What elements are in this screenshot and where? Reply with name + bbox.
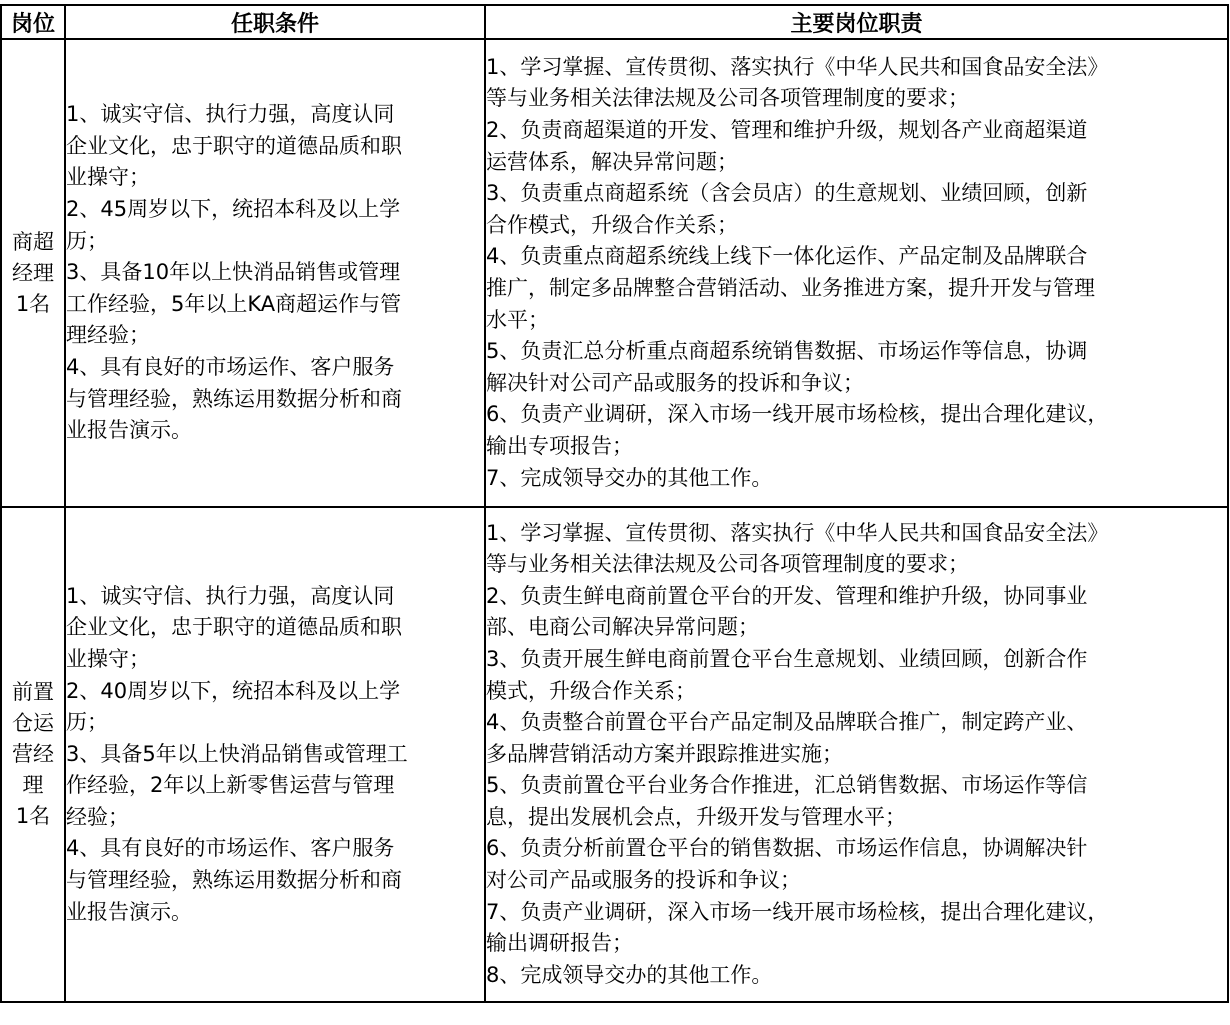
position-name-line: 经理 (12, 260, 54, 285)
requirement-line: 与管理经验，熟练运用数据分析和商 (66, 386, 402, 411)
duty-line: 7、完成领导交办的其他工作。 (486, 465, 773, 490)
duties-cell (485, 39, 1228, 507)
requirements-cell (65, 507, 485, 1002)
requirement-line: 业报告演示。 (66, 418, 192, 443)
position-name-line: 仓运 (12, 711, 54, 735)
requirement-line: 业操守； (66, 646, 150, 671)
requirement-line: 历； (66, 228, 108, 253)
requirement-line: 业操守； (66, 165, 150, 190)
duty-line: 部、电商公司解决异常问题； (486, 615, 759, 640)
position-name-line: 1名 (15, 804, 51, 828)
requirement-line: 1、诚实守信、执行力强，高度认同 (66, 102, 395, 127)
requirement-line: 与管理经验，熟练运用数据分析和商 (66, 868, 402, 893)
duty-line: 5、负责前置仓平台业务合作推进，汇总销售数据、市场运作等信 (486, 773, 1088, 798)
table-header (1, 5, 1228, 39)
duty-line: 推广，制定多品牌整合营销活动、业务推进方案，提升开发与管理 (486, 276, 1095, 300)
requirement-line: 2、45周岁以下，统招本科及以上学 (66, 197, 401, 222)
duty-line: 输出专项报告； (486, 433, 633, 458)
requirement-line: 企业文化，忠于职守的道德品质和职 (66, 133, 402, 158)
duty-line: 3、负责重点商超系统（含会员店）的生意规划、业绩回顾，创新 (486, 181, 1088, 206)
position-name-line: 理 (22, 773, 44, 797)
duties-cell (485, 507, 1228, 1002)
position-name-line: 营经 (12, 742, 54, 766)
job-table (0, 4, 1229, 1003)
duty-line: 解决针对公司产品或服务的投诉和争议； (486, 370, 864, 395)
requirement-line: 4、具有良好的市场运作、客户服务 (66, 354, 395, 379)
position-cell (1, 39, 65, 507)
duty-line: 2、负责商超渠道的开发、管理和维护升级，规划各产业商超渠道 (486, 118, 1088, 143)
duty-line: 模式，升级合作关系； (486, 678, 696, 703)
duty-line: 输出调研报告； (486, 931, 633, 956)
requirements-cell (65, 39, 485, 507)
position-name-line: 商超 (12, 229, 54, 254)
requirement-line: 理经验； (66, 323, 150, 348)
requirement-line: 企业文化，忠于职守的道德品质和职 (66, 615, 402, 640)
requirement-line: 历； (66, 710, 108, 735)
duty-line: 合作模式，升级合作关系； (486, 212, 738, 237)
position-name-line: 1名 (15, 291, 51, 316)
duty-line: 4、负责整合前置仓平台产品定制及品牌联合推广，制定跨产业、 (486, 710, 1088, 735)
header-position: 岗位 (1, 5, 65, 39)
duty-line: 2、负责生鲜电商前置仓平台的开发、管理和维护升级，协同事业 (486, 583, 1088, 608)
requirement-line: 3、具备10年以上快消品销售或管理 (66, 260, 401, 285)
duty-line: 6、负责产业调研，深入市场一线开展市场检核，提出合理化建议， (486, 402, 1109, 427)
duty-line: 运营体系，解决异常问题； (486, 149, 738, 174)
requirement-line: 2、40周岁以下，统招本科及以上学 (66, 678, 401, 703)
requirement-line: 4、具有良好的市场运作、客户服务 (66, 836, 395, 861)
requirement-line: 工作经验，5年以上KA商超运作与管 (66, 291, 402, 316)
duty-line: 7、负责产业调研，深入市场一线开展市场检核，提出合理化建议， (486, 899, 1109, 924)
header-requirements: 任职条件 (65, 5, 485, 39)
duty-line: 1、学习掌握、宣传贯彻、落实执行《中华人民共和国食品安全法》 (486, 520, 1109, 545)
duty-line: 息，提出发展机会点，升级开发与管理水平； (486, 804, 906, 829)
position-name-line: 前置 (12, 680, 54, 704)
duty-line: 6、负责分析前置仓平台的销售数据、市场运作信息，协调解决针 (486, 836, 1088, 861)
duty-line: 等与业务相关法律法规及公司各项管理制度的要求； (486, 86, 969, 111)
table-body (1, 39, 1228, 1002)
duty-line: 等与业务相关法律法规及公司各项管理制度的要求； (486, 552, 969, 577)
duty-line: 4、负责重点商超系统线上线下一体化运作、产品定制及品牌联合 (486, 244, 1088, 269)
duty-line: 水平； (486, 307, 549, 332)
duty-line: 3、负责开展生鲜电商前置仓平台生意规划、业绩回顾，创新合作 (486, 646, 1088, 671)
header-duties: 主要岗位职责 (485, 5, 1228, 39)
requirement-line: 经验； (66, 804, 129, 829)
duty-line: 8、完成领导交办的其他工作。 (486, 962, 773, 987)
header-row (1, 5, 1228, 39)
requirement-line: 作经验，2年以上新零售运营与管理 (66, 773, 395, 798)
position-cell (1, 507, 65, 1002)
table-row (1, 39, 1228, 507)
requirement-line: 1、诚实守信、执行力强，高度认同 (66, 583, 395, 608)
table-row (1, 507, 1228, 1002)
duty-line: 多品牌营销活动方案并跟踪推进实施； (486, 741, 843, 766)
duty-line: 对公司产品或服务的投诉和争议； (486, 868, 801, 893)
requirement-line: 3、具备5年以上快消品销售或管理工 (66, 741, 408, 766)
requirement-line: 业报告演示。 (66, 899, 192, 924)
duty-line: 5、负责汇总分析重点商超系统销售数据、市场运作等信息，协调 (486, 339, 1088, 364)
duty-line: 1、学习掌握、宣传贯彻、落实执行《中华人民共和国食品安全法》 (486, 54, 1109, 79)
